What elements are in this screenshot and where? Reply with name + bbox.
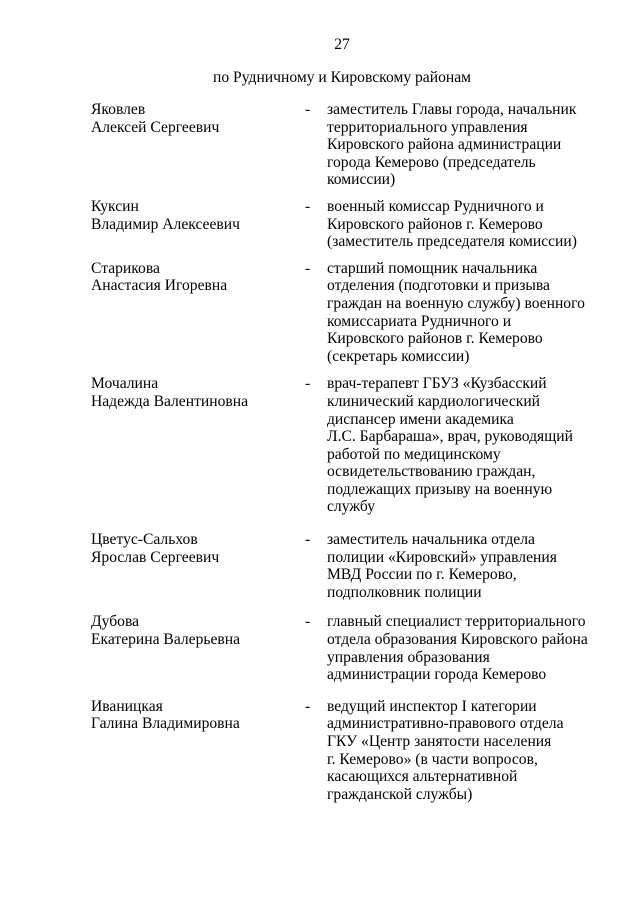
- member-role: [327, 375, 611, 516]
- commission-members-list: [91, 101, 611, 803]
- role-line: военный комиссар Рудничного и: [327, 197, 544, 215]
- member-entry: [91, 698, 611, 804]
- member-name: [91, 101, 305, 136]
- dash-separator: -: [305, 259, 311, 277]
- member-given-names: Галина Владимировна: [91, 715, 240, 733]
- role-line: территориального управления: [327, 118, 528, 136]
- role-line: МВД России по г. Кемерово,: [327, 566, 517, 584]
- role-line: полиции «Кировский» управления: [327, 548, 557, 566]
- role-line: ГКУ «Центр занятости населения: [327, 733, 552, 750]
- page-number: 27: [334, 36, 350, 53]
- member-role: [327, 613, 611, 683]
- role-line: (заместитель председателя комиссии): [327, 233, 577, 251]
- member-entry: [91, 198, 611, 251]
- role-line: управления образования: [327, 648, 490, 666]
- member-surname: Мочалина: [91, 375, 159, 393]
- member-role: [327, 698, 611, 804]
- role-line: заместитель Главы города, начальник: [327, 101, 577, 118]
- member-entry: [91, 260, 611, 366]
- role-line: главный специалист территориального: [327, 613, 586, 631]
- member-name: [91, 375, 305, 410]
- member-entry: [91, 101, 611, 189]
- role-line: города Кемерово (председатель: [327, 153, 536, 171]
- member-role: [327, 101, 611, 189]
- member-name: [91, 613, 305, 648]
- role-line: административно-правового отдела: [327, 715, 564, 733]
- role-line: (секретарь комиссии): [327, 347, 470, 365]
- member-surname: Старикова: [91, 259, 160, 277]
- role-line: старший помощник начальника: [327, 259, 538, 277]
- member-given-names: Екатерина Валерьевна: [91, 631, 241, 649]
- member-surname: Дубова: [91, 613, 140, 631]
- role-line: работой по медицинскому: [327, 445, 501, 463]
- role-line: комиссариата Рудничного и: [327, 312, 512, 330]
- member-entry: [91, 613, 611, 683]
- member-given-names: Надежда Валентиновна: [91, 392, 249, 410]
- member-given-names: Алексей Сергеевич: [91, 118, 220, 136]
- role-line: гражданской службы): [327, 785, 473, 803]
- member-given-names: Владимир Алексеевич: [91, 215, 240, 233]
- member-name: [91, 198, 305, 233]
- member-name: [91, 698, 305, 733]
- role-line: подлежащих призыву на военную: [327, 480, 553, 498]
- member-given-names: Анастасия Игоревна: [91, 277, 228, 295]
- role-line: администрации города Кемерово: [327, 666, 547, 684]
- role-line: заместитель начальника отдела: [327, 531, 535, 549]
- role-line: освидетельствованию граждан,: [327, 463, 536, 481]
- member-surname: Цветус-Сальхов: [91, 531, 198, 549]
- role-line: Кировского района администрации: [327, 136, 562, 154]
- member-role: [327, 531, 611, 601]
- member-name: [91, 260, 305, 295]
- member-given-names: Ярослав Сергеевич: [91, 548, 220, 566]
- member-role: [327, 198, 611, 251]
- role-line: касающихся альтернативной: [327, 768, 518, 786]
- dash-separator: -: [305, 697, 311, 715]
- role-line: подполковник полиции: [327, 583, 482, 601]
- member-surname: Куксин: [91, 197, 139, 215]
- member-entry: [91, 531, 611, 601]
- role-line: Л.С. Барбараша», врач, руководящий: [327, 428, 573, 446]
- dash-separator: -: [305, 197, 311, 215]
- member-name: [91, 531, 305, 566]
- role-line: г. Кемерово» (в части вопросов,: [327, 750, 538, 768]
- role-line: ведущий инспектор I категории: [327, 697, 537, 715]
- role-line: граждан на военную службу) военного: [327, 294, 585, 312]
- dash-separator: -: [305, 101, 311, 118]
- member-surname: Яковлев: [91, 101, 146, 118]
- role-line: диспансер имени академика: [327, 410, 514, 428]
- role-line: отдела образования Кировского района: [327, 631, 588, 649]
- dash-separator: -: [305, 375, 311, 393]
- role-line: Кировского районов г. Кемерово: [327, 215, 543, 233]
- role-line: службу: [327, 498, 375, 516]
- member-surname: Иваницкая: [91, 697, 163, 715]
- role-line: клинический кардиологический: [327, 392, 541, 410]
- role-line: врач-терапевт ГБУЗ «Кузбасский: [327, 375, 547, 393]
- member-entry: [91, 375, 611, 516]
- role-line: отделения (подготовки и призыва: [327, 277, 550, 295]
- role-line: комиссии): [327, 171, 396, 189]
- dash-separator: -: [305, 613, 311, 631]
- role-line: Кировского районов г. Кемерово: [327, 330, 543, 348]
- section-subtitle: по Рудничному и Кировскому районам: [212, 69, 472, 86]
- dash-separator: -: [305, 531, 311, 549]
- member-role: [327, 260, 611, 366]
